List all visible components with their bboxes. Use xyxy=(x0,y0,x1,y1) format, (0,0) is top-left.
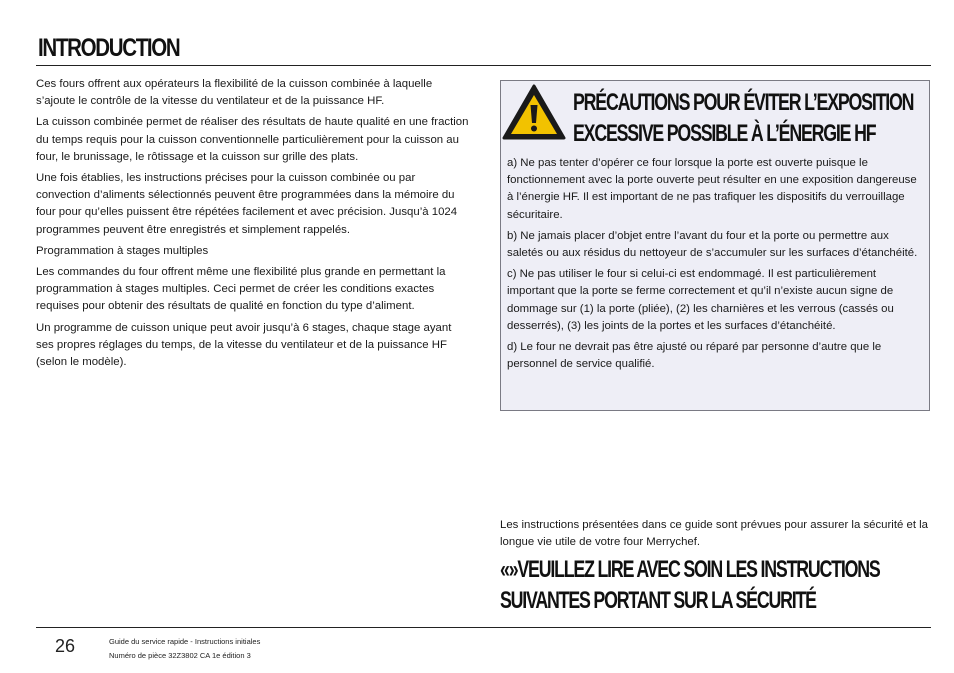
intro-paragraph: La cuisson combinée permet de réaliser des résultats de haute qualité en une fraction du temps requis pour la cuisson conventionnelle particulièrement pour la cuisson au four, le brunissage, le rôtissage et la cuisson sur grille des plats. xyxy=(36,116,469,163)
intro-paragraph: Les commandes du four offrent même une flexibilité plus grande en permettant la programmation à stages multiples. Ceci permet de créer les conditions exactes requises pour obtenir des résultats de qualité en fonction du type d’aliment. xyxy=(36,266,446,313)
warning-item: d) Le four ne devrait pas être ajusté ou réparé par personne d’autre que le personnel de service qualifié. xyxy=(507,341,882,371)
warning-triangle-icon xyxy=(502,83,566,141)
warning-heading-line2: EXCESSIVE POSSIBLE À L’ÉNERGIE HF xyxy=(573,120,876,147)
intro-paragraph: Ces fours offrent aux opérateurs la flexibilité de la cuisson combinée à laquelle s’ajoute le contrôle de la vitesse du ventilateur et de la puissance HF. xyxy=(36,78,433,108)
intro-paragraph: Une fois établies, les instructions précises pour la cuisson combinée ou par convection d’aliments sélectionnés peuvent être programmées dans la mémoire du four pour qu’elles puissent être répétées facilement et avec précision. Jusqu’à 1024 programmes peuvent être enregistrés et simplement rappelés. xyxy=(36,172,458,236)
intro-paragraph: Un programme de cuisson unique peut avoir jusqu’à 6 stages, chaque stage ayant ses propres réglages du temps, de la vitesse du ventilateur et de la puissance HF (selon le modèle). xyxy=(36,321,452,369)
footer-part-number: Numéro de pièce 32Z3802 CA 1e édition 3 xyxy=(109,651,251,660)
safety-heading xyxy=(500,554,880,616)
safety-heading-line2: SUIVANTES PORTANT SUR LA SÉCURITÉ xyxy=(500,587,816,614)
footer-guide-title: Guide du service rapide - Instructions initiales xyxy=(109,637,261,646)
page-number: 26 xyxy=(55,636,76,656)
warning-heading xyxy=(573,87,913,149)
safety-intro: Les instructions présentées dans ce guide sont prévues pour assurer la sécurité et la longue vie utile de votre four Merrychef. xyxy=(500,519,929,549)
warning-item: c) Ne pas utiliser le four si celui-ci est endommagé. Il est particulièrement important que la porte se ferme correctement et qu’il n’existe aucun signe de dommage sur (1) la porte (pliée), (2) les charnières et les verrous (cassés ou desserrés), (3) les joints de la portes et les surfaces d’étanchéité. xyxy=(507,268,894,332)
rf-exposure-warning-box xyxy=(500,80,930,411)
warning-list xyxy=(507,155,925,377)
footer-divider xyxy=(36,627,931,628)
warning-item: a) Ne pas tenter d’opérer ce four lorsque la porte est ouverte puisque le fonctionnement avec la porte ouverte peut résulter en une exposition dangereuse à l’énergie HF. Il est important de ne pas trafiquer les dispositifs du verrouillage sécuritaire. xyxy=(507,157,917,221)
header-divider xyxy=(36,65,931,66)
page-title: INTRODUCTION xyxy=(38,34,180,62)
intro-subheading: Programmation à stages multiples xyxy=(36,244,209,257)
warning-heading-line1: PRÉCAUTIONS POUR ÉVITER L’EXPOSITION xyxy=(573,89,914,116)
safety-heading-line1: «»VEUILLEZ LIRE AVEC SOIN LES INSTRUCTIONS xyxy=(500,556,880,583)
warning-item: b) Ne jamais placer d’objet entre l’avant du four et la porte ou permettre aux saletés ou aux résidus du nettoyeur de s’accumuler sur les surfaces d’étanchéité. xyxy=(507,229,918,260)
introduction-body xyxy=(36,76,472,375)
